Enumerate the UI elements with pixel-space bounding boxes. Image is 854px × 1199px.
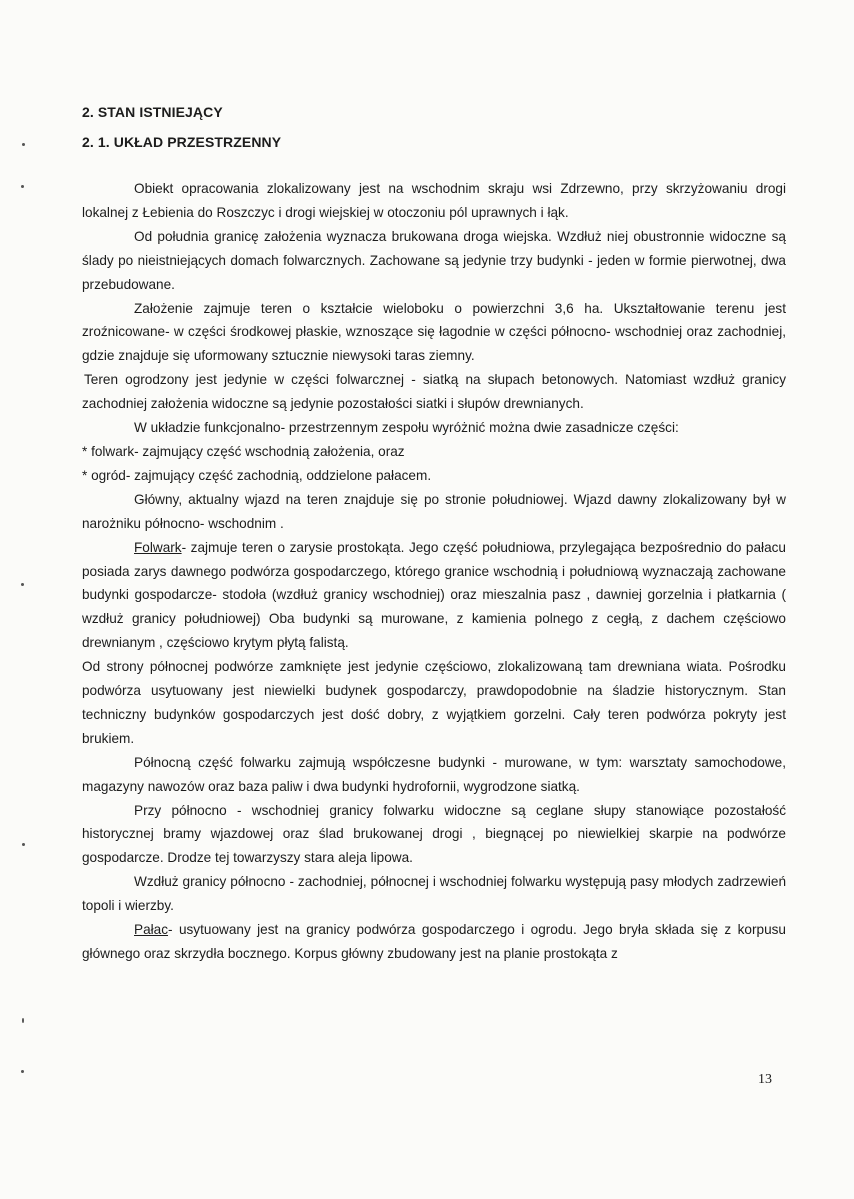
list-item: * folwark- zajmujący część wschodnią założenia, oraz — [82, 443, 405, 459]
scan-speck — [21, 583, 24, 586]
paragraph: Teren ogrodzony jest jedynie w części folwarcznej - siatką na słupach betonowych. Natomiast wzdłuż granicy zachodniej założenia widoczne są jedynie pozostałości siatki i słupów drewnianych. — [82, 372, 786, 412]
paragraph: Główny, aktualny wjazd na teren znajduje się po stronie południowej. Wjazd dawny zlokalizowany był w narożniku północno- wschodnim . — [82, 491, 786, 531]
scan-speck — [22, 843, 25, 846]
paragraph: W układzie funkcjonalno- przestrzennym zespołu wyróżnić można dwie zasadnicze części: — [134, 420, 679, 436]
scan-speck — [21, 185, 24, 188]
scan-speck — [22, 143, 25, 146]
paragraph: Od południa granicę założenia wyznacza brukowana droga wiejska. Wzdłuż niej obustronnie widoczne są ślady po nieistniejących domach folwarcznych. Zachowane są jedynie trzy budynki - jeden w formie pierwotnej, dwa przebudowane. — [82, 228, 786, 292]
paragraph: Wzdłuż granicy północno - zachodniej, północnej i wschodniej folwarku występują pasy młodych zadrzewień topoli i wierzby. — [82, 874, 786, 914]
list-item: * ogród- zajmujący część zachodnią, oddzielone pałacem. — [82, 467, 432, 483]
section-heading: 2. STAN ISTNIEJĄCY — [82, 104, 223, 120]
folwark-text: - zajmuje teren o zarysie prostokąta. Jego część południowa, przylegająca bezpośrednio do pałacu posiada zarys dawnego podwórza gospodarczego, którego granice wschodnią i południową wyznaczają zachowane budynki gospodarcze- stodoła (wzdłuż granicy wschodniej) oraz mieszalnia pasz , dawniej gorzelnia i płatkarnia ( wzdłuż granicy południowej) Oba budynki są murowane, z kamienia polnego z cegłą, z dachem częściowo drewnianym , częściowo krytym płytą falistą. — [82, 539, 786, 651]
page-number: 13 — [758, 1072, 772, 1087]
palac-term: Pałac — [134, 922, 169, 938]
subsection-heading: 2. 1. UKŁAD PRZESTRZENNY — [82, 134, 282, 150]
folwark-term: Folwark — [134, 539, 182, 555]
paragraph: Od strony północnej podwórze zamknięte jest jedynie częściowo, zlokalizowaną tam drewniana wiata. Pośrodku podwórza usytuowany jest niewielki budynek gospodarczy, prawdopodobnie na śladzie historycznym. Stan techniczny budynków gospodarczych jest dość dobry, z wyjątkiem gorzelni. Cały teren podwórza pokryty jest brukiem. — [82, 659, 786, 746]
paragraph-palac — [82, 918, 786, 966]
paragraph: Północną część folwarku zajmują współczesne budynki - murowane, w tym: warsztaty samochodowe, magazyny nawozów oraz baza paliw i dwa budynki hydrofornii, wygrodzone siatką. — [82, 754, 786, 794]
paragraph: Obiekt opracowania zlokalizowany jest na wschodnim skraju wsi Zdrzewno, przy skrzyżowaniu drogi lokalnej z Łebienia do Roszczyc i drogi wiejskiej w otoczoniu pól uprawnych i łąk. — [82, 181, 786, 220]
scan-speck — [22, 1018, 24, 1023]
paragraph: Założenie zajmuje teren o kształcie wieloboku o powierzchni 3,6 ha. Ukształtowanie terenu jest zroźnicowane- w części środkowej płaskie, wznoszące się łagodnie w części północno- wschodniej oraz zachodniej, gdzie znajduje się uformowany sztucznie niewysoki taras ziemny. — [82, 300, 786, 364]
palac-text: - usytuowany jest na granicy podwórza gospodarczego i ogrodu. Jego bryła składa się z korpusu głównego oraz skrzydła bocznego. Korpus główny zbudowany jest na planie prostokąta z — [82, 922, 786, 961]
scan-speck — [21, 1070, 24, 1073]
body-text — [82, 177, 786, 966]
paragraph: Przy północno - wschodniej granicy folwarku widoczne są ceglane słupy stanowiące pozostałość historycznej bramy wjazdowej oraz ślad brukowanej drogi , biegnącej po niewielkiej skarpie na podwórze gospodarcze. Drodze tej towarzyszy stara aleja lipowa. — [82, 802, 786, 866]
paragraph-folwark — [82, 536, 786, 656]
